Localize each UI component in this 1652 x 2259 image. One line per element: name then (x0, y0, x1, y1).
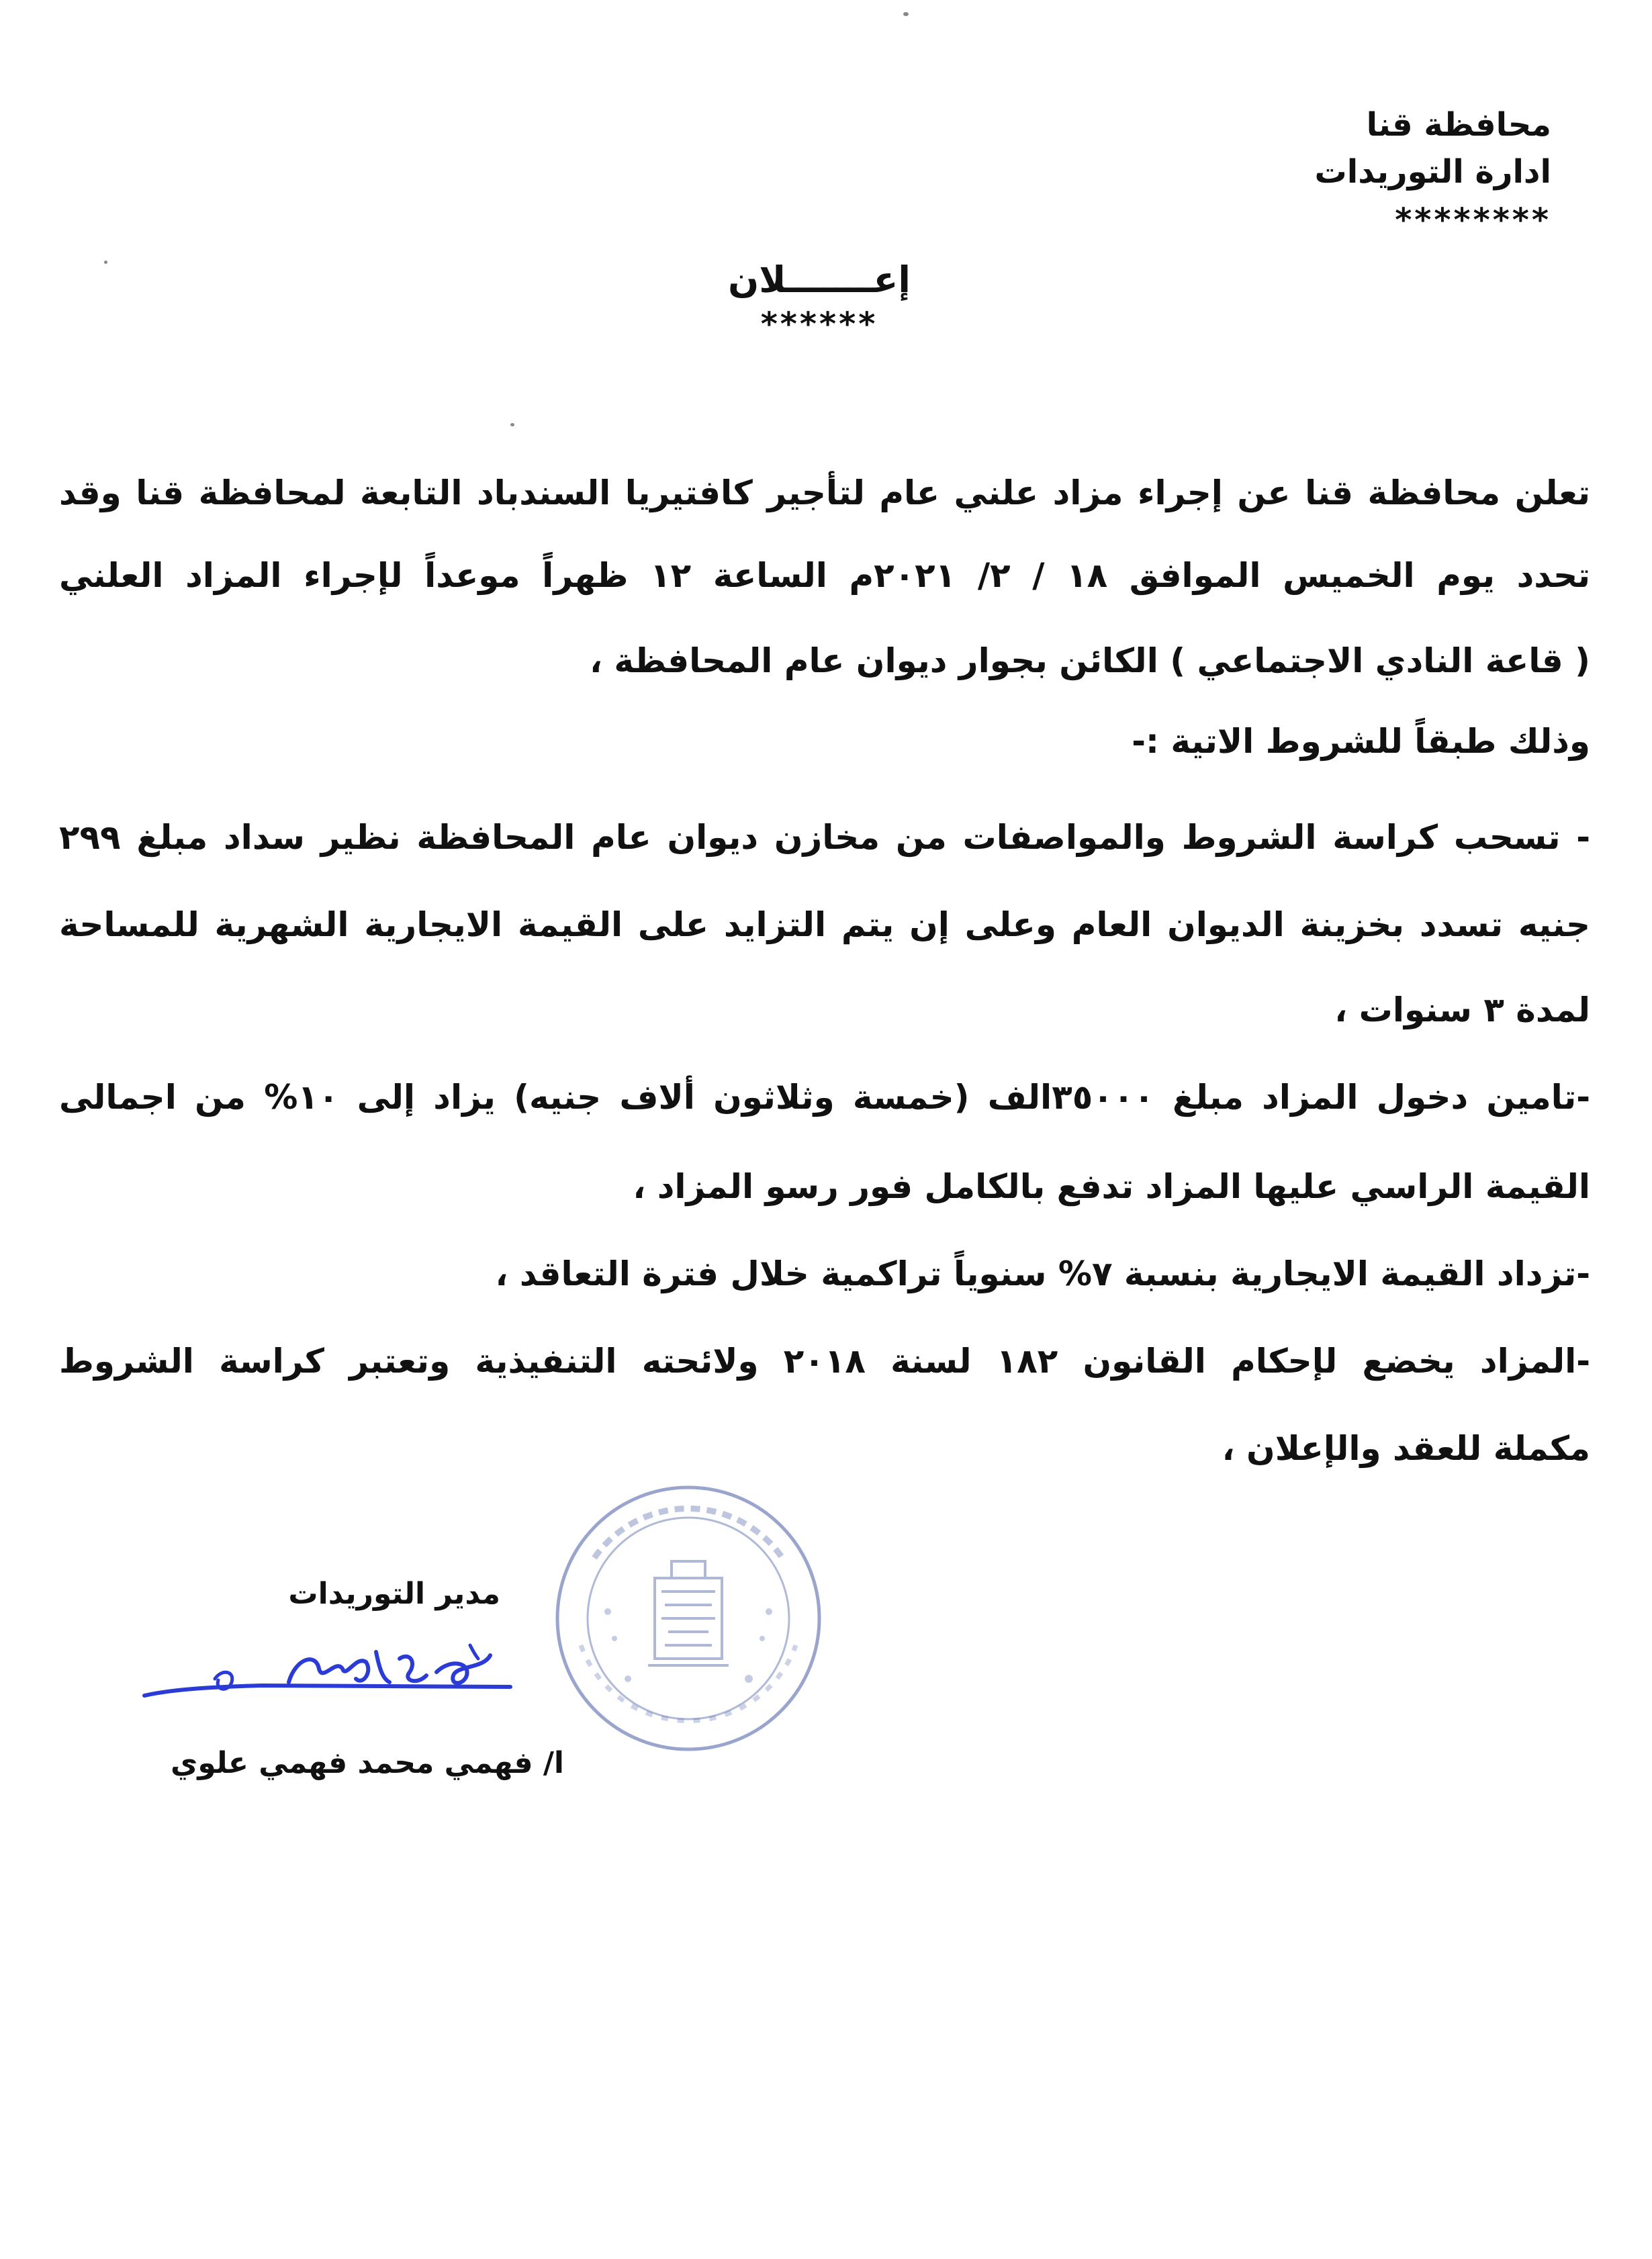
department-name: ادارة التوريدات (1314, 153, 1551, 191)
handwritten-signature (134, 1632, 524, 1733)
body-line-6: جنيه تسدد بخزينة الديوان العام وعلى إن يتم التزايد على القيمة الايجارية الشهرية للمساحة (59, 905, 1590, 944)
body-line-1: تعلن محافظة قنا عن إجراء مزاد علني عام لتأجير كافتيريا السندباد التابعة لمحافظة قنا وقد (59, 473, 1590, 512)
body-line-7: لمدة ٣ سنوات ، (1334, 990, 1590, 1029)
body-line-4: وذلك طبقاً للشروط الاتية :- (1132, 722, 1590, 761)
official-seal-stamp (547, 1477, 829, 1759)
body-line-8: -تامين دخول المزاد مبلغ ٣٥٠٠٠الف (خمسة وثلاثون ألاف جنيه) يزاد إلى ١٠% من اجمالى (59, 1078, 1590, 1117)
signatory-role: مدير التوريدات (288, 1577, 500, 1611)
body-line-11: -المزاد يخضع لإحكام القانون ١٨٢ لسنة ٢٠١٨ ولائحته التنفيذية وتعتبر كراسة الشروط (59, 1342, 1590, 1381)
title-stars: ****** (760, 306, 878, 343)
body-line-3: ( قاعة النادي الاجتماعي ) الكائن بجوار ديوان عام المحافظة ، (590, 641, 1590, 680)
scan-speck (510, 423, 514, 426)
body-line-5: - تسحب كراسة الشروط والمواصفات من مخازن ديوان عام المحافظة نظير سداد مبلغ ٢٩٩ (59, 818, 1590, 857)
signatory-name: ا/ فهمي محمد فهمي علوي (171, 1746, 564, 1780)
body-line-12: مكملة للعقد والإعلان ، (1222, 1429, 1590, 1468)
body-line-2: تحدد يوم الخميس الموافق ١٨ / ٢/ ٢٠٢١م الساعة ١٢ ظهراً موعداً لإجراء المزاد العلني (59, 556, 1590, 595)
scan-speck (903, 12, 909, 16)
body-line-9: القيمة الراسي عليها المزاد تدفع بالكامل فور رسو المزاد ، (633, 1167, 1590, 1206)
governorate-name: محافظة قنا (1366, 106, 1551, 144)
scan-speck (104, 261, 107, 264)
announcement-title: إعـــــــلان (728, 259, 911, 301)
header-stars: ******** (1395, 201, 1551, 239)
body-line-10: -تزداد القيمة الايجارية بنسبة ٧% سنوياً تراكمية خلال فترة التعاقد ، (495, 1254, 1590, 1293)
